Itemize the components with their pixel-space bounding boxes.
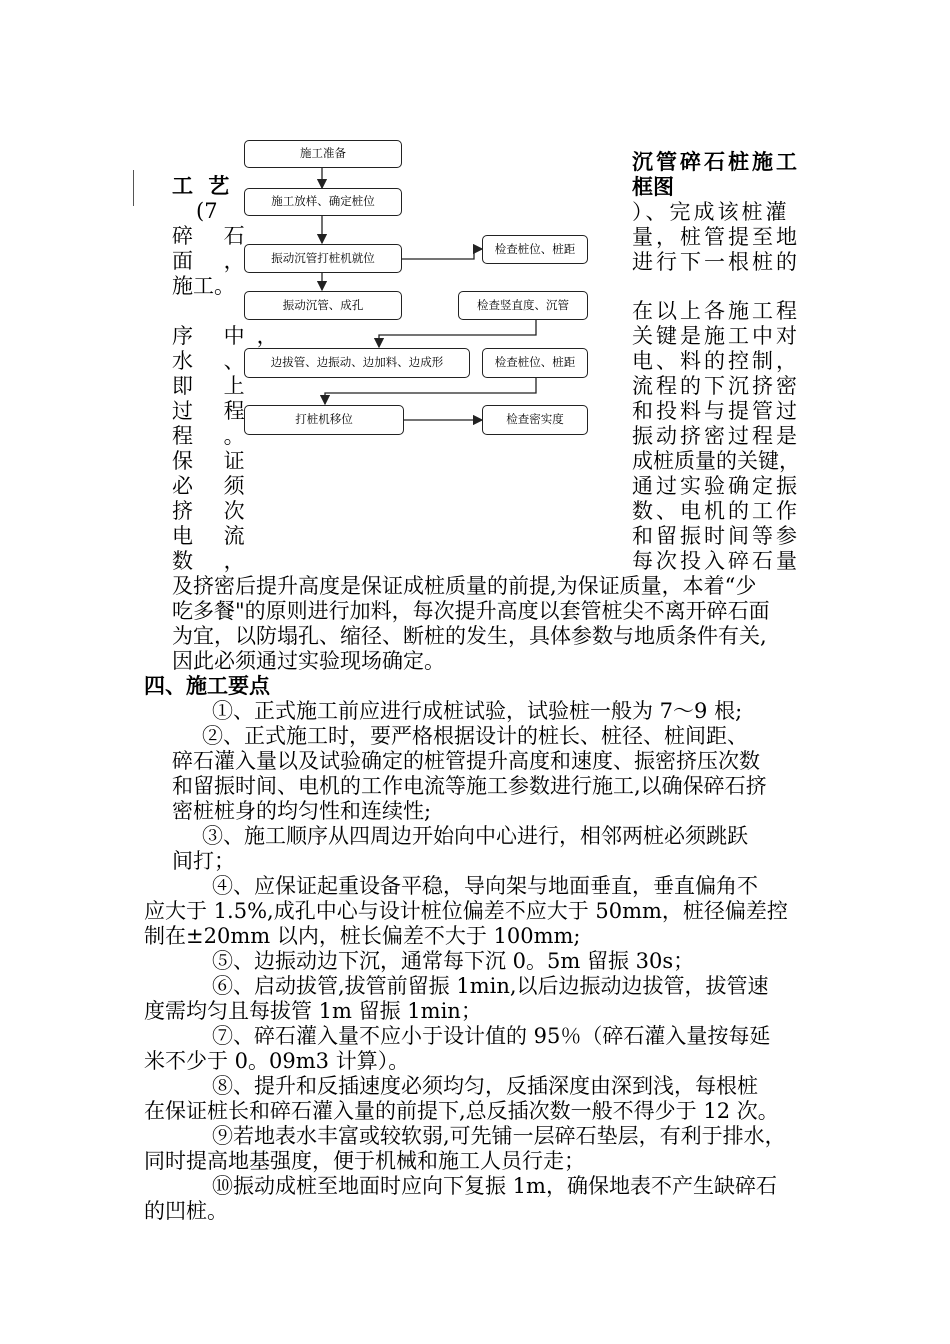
wrap-right-line: 通过实验确定振 <box>632 474 800 498</box>
arrow-check-to-pull <box>379 320 536 347</box>
wrap-right-line: 流程的下沉挤密 <box>632 374 800 398</box>
point-line: ⑦、碎石灌入量不应小于设计值的 95％（碎石灌入量按每延 <box>212 1024 771 1048</box>
flow-check-position: 检查桩位、桩距 <box>482 235 588 264</box>
wrap-left-line: (7 <box>196 199 218 223</box>
point-line: 碎石灌入量以及试验确定的桩管提升高度和速度、振密挤压次数 <box>172 749 760 773</box>
wrap-left-line: 序 中， <box>172 324 290 348</box>
point-line: ⑨若地表水丰富或较软弱,可先铺一层碎石垫层，有利于排水， <box>212 1124 786 1148</box>
flow-step-rig-position: 振动沉管打桩机就位 <box>244 244 402 273</box>
wrap-left-line: 即 上 <box>172 374 257 398</box>
wrap-right-line: 进行下一根桩的 <box>632 250 800 274</box>
point-line: ②、正式施工时，要严格根据设计的桩长、桩径、桩间距、 <box>202 724 748 748</box>
paragraph-line: 吃多餐"的原则进行加料，每次提升高度以套管桩尖不离开碎石面 <box>172 599 770 623</box>
wrap-left-line: 水 、 <box>172 349 257 373</box>
section-title: 四、施工要点 <box>144 674 270 698</box>
wrap-right-line: ）、完成该桩灌 <box>632 200 790 224</box>
wrap-left-line: 挤 次 <box>172 499 257 523</box>
wrap-left-line: 数 ， <box>172 549 257 573</box>
flow-check-position-2: 检查桩位、桩距 <box>482 348 588 378</box>
point-line: ⑩振动成桩至地面时应向下复振 1m，确保地表不产生缺碎石 <box>212 1174 777 1198</box>
wrap-left-line: 碎 石 <box>172 224 257 248</box>
point-line: 在保证桩长和碎石灌入量的前提下,总反插次数一般不得少于 12 次。 <box>144 1099 779 1123</box>
arrow-check-to-move <box>325 378 536 404</box>
wrap-left-line: 电 流 <box>172 524 257 548</box>
point-line: 应大于 1.5%,成孔中心与设计桩位偏差不应大于 50mm，桩径偏差控 <box>144 899 788 923</box>
flow-step-move-rig: 打桩机移位 <box>244 405 404 435</box>
wrap-right-line: 电、料的控制， <box>632 349 800 373</box>
wrap-right-line: 成桩质量的关键， <box>632 449 800 473</box>
point-line: ③、施工顺序从四周边开始向中心进行，相邻两桩必须跳跃 <box>202 824 748 848</box>
point-line: 间打； <box>172 849 235 873</box>
wrap-right-title: 框图 <box>632 175 674 199</box>
point-line: ⑤、边振动边下沉，通常每下沉 0。5m 留振 30s； <box>212 949 695 973</box>
wrap-left-line: 过 程 <box>172 399 257 423</box>
paragraph-line: 为宜，以防塌孔、缩径、断桩的发生，具体参数与地质条件有关, <box>172 624 767 648</box>
wrap-left-line: 程 。 <box>172 424 257 448</box>
wrap-right-line: 每次投入碎石量 <box>632 549 800 573</box>
wrap-right-line: 数、电机的工作 <box>632 499 800 523</box>
flow-step-sink-pipe: 振动沉管、成孔 <box>244 291 402 320</box>
wrap-left-line: 面 ， <box>172 249 257 273</box>
flow-check-density: 检查密实度 <box>482 405 588 435</box>
wrap-left-line: 工 艺 <box>172 174 234 198</box>
point-line: ⑥、启动拔管,拔管前留振 1min,以后边振动边拔管，拔管速 <box>212 974 769 998</box>
wrap-right-line: 振动挤密过程是 <box>632 424 800 448</box>
wrap-right-line: 和投料与提管过 <box>632 399 800 423</box>
point-line: 密桩桩身的均匀性和连续性; <box>172 799 432 823</box>
flow-check-verticality: 检查竖直度、沉管 <box>458 291 588 320</box>
point-line: 米不少于 0。09m3 计算）。 <box>144 1049 410 1073</box>
point-line: 的凹桩。 <box>144 1199 228 1223</box>
arrow-position-to-check <box>402 249 482 259</box>
point-line: 同时提高地基强度，便于机械和施工人员行走； <box>144 1149 585 1173</box>
flow-step-layout: 施工放样、确定桩位 <box>244 188 402 216</box>
wrap-right-line: 和留振时间等参 <box>632 524 800 548</box>
wrap-left-line: 必 须 <box>172 474 257 498</box>
wrap-right-line: 在以上各施工程 <box>632 299 800 323</box>
point-line: ④、应保证起重设备平稳，导向架与地面垂直，垂直偏角不 <box>212 874 758 898</box>
paragraph-line: 因此必须通过实验现场确定。 <box>172 649 445 673</box>
wrap-left-line: 保 证 <box>172 449 257 473</box>
flowchart-connectors <box>0 0 950 480</box>
wrap-right-line: 关键是施工中对 <box>632 324 800 348</box>
point-line: 度需均匀且每拔管 1m 留振 1min； <box>144 999 482 1023</box>
paragraph-line: 及挤密后提升高度是保证成桩质量的前提,为保证质量，本着“少 <box>172 574 757 598</box>
wrap-left-line: 施工。 <box>172 274 235 298</box>
point-line: ⑧、提升和反插速度必须均匀，反插深度由深到浅，每根桩 <box>212 1074 758 1098</box>
point-line: 制在±20mm 以内，桩长偏差不大于 100mm; <box>144 924 581 948</box>
flow-step-prepare: 施工准备 <box>244 140 402 168</box>
point-line: 和留振时间、电机的工作电流等施工参数进行施工,以确保碎石挤 <box>172 774 767 798</box>
flow-step-pull-vibrate: 边拔管、边振动、边加料、边成形 <box>244 348 470 378</box>
wrap-right-line: 量，桩管提至地 <box>632 225 800 249</box>
wrap-right-title: 沉管碎石桩施工 <box>632 150 800 174</box>
point-line: ①、正式施工前应进行成桩试验，试验桩一般为 7～9 根; <box>212 699 743 723</box>
